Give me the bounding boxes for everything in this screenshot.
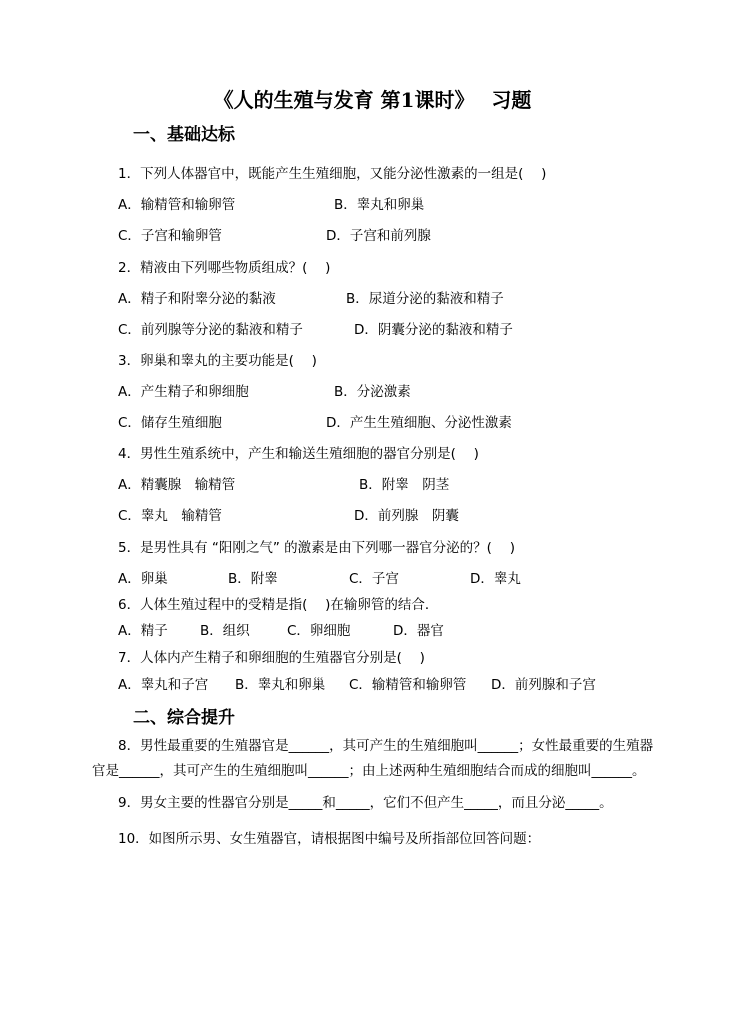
question-2-option-c: C．前列腺等分泌的黏液和精子 [118, 322, 303, 338]
question-5-stem: 5．是男性具有 “阳刚之气” 的激素是由下列哪一器官分泌的？( ) [118, 540, 515, 556]
question-3-option-d: D．产生生殖细胞、分泌性激素 [326, 415, 512, 431]
question-5-option-b: B．附睾 [228, 571, 278, 587]
question-4-option-c: C．睾丸 输精管 [118, 508, 222, 524]
question-2-option-d: D．阴囊分泌的黏液和精子 [354, 322, 513, 338]
page-title: 《人的生殖与发育 第1课时》 习题 [213, 88, 532, 112]
question-6-option-d: D．器官 [393, 623, 444, 639]
question-4-stem: 4．男性生殖系统中，产生和输送生殖细胞的器官分别是( ) [118, 446, 479, 462]
question-4-option-d: D．前列腺 阴囊 [354, 508, 459, 524]
question-3-option-c: C．储存生殖细胞 [118, 415, 222, 431]
question-1-option-b: B．睾丸和卵巢 [334, 197, 425, 213]
question-2-option-a: A．精子和附睾分泌的黏液 [118, 291, 276, 307]
question-1-option-a: A．输精管和输卵管 [118, 197, 236, 213]
question-4-option-b: B．附睾 阴茎 [359, 477, 450, 493]
question-5-option-c: C．子宫 [349, 571, 399, 587]
question-7-option-c: C．输精管和输卵管 [349, 677, 467, 693]
question-9: 9．男女主要的性器官分别是_____和_____，它们不但产生_____，而且分泌_____。 [118, 795, 613, 811]
question-5-option-d: D．睾丸 [470, 571, 521, 587]
question-1-option-c: C．子宫和输卵管 [118, 228, 222, 244]
question-1-stem: 1．下列人体器官中，既能产生生殖细胞，又能分泌性激素的一组是( ) [118, 166, 547, 182]
question-6-option-a: A．精子 [118, 623, 168, 639]
question-6-option-b: B．组织 [200, 623, 250, 639]
question-5-option-a: A．卵巢 [118, 571, 168, 587]
question-7-option-a: A．睾丸和子宫 [118, 677, 209, 693]
question-4-option-a: A．精囊腺 输精管 [118, 477, 236, 493]
question-3-option-b: B．分泌激素 [334, 384, 411, 400]
section-heading-basic: 一、基础达标 [133, 125, 235, 145]
question-2-option-b: B．尿道分泌的黏液和精子 [346, 291, 504, 307]
question-7-stem: 7．人体内产生精子和卵细胞的生殖器官分别是( ) [118, 650, 425, 666]
question-10: 10．如图所示男、女生殖器官，请根据图中编号及所指部位回答问题： [118, 831, 541, 847]
question-8: 8．男性最重要的生殖器官是______，其可产生的生殖细胞叫______；女性最重要的生殖器官是______，其可产生的生殖细胞叫______；由上述两种生殖细胞结合而成的细胞叫______。 [92, 738, 654, 779]
question-7-option-b: B．睾丸和卵巢 [235, 677, 326, 693]
section-heading-comprehensive: 二、综合提升 [133, 708, 235, 728]
question-6-stem: 6．人体生殖过程中的受精是指( )在输卵管的结合． [118, 597, 439, 613]
question-1-option-d: D．子宫和前列腺 [326, 228, 431, 244]
question-3-stem: 3．卵巢和睾丸的主要功能是( ) [118, 353, 317, 369]
question-6-option-c: C．卵细胞 [287, 623, 351, 639]
question-3-option-a: A．产生精子和卵细胞 [118, 384, 249, 400]
question-7-option-d: D．前列腺和子宫 [491, 677, 596, 693]
question-2-stem: 2．精液由下列哪些物质组成？( ) [118, 260, 331, 276]
